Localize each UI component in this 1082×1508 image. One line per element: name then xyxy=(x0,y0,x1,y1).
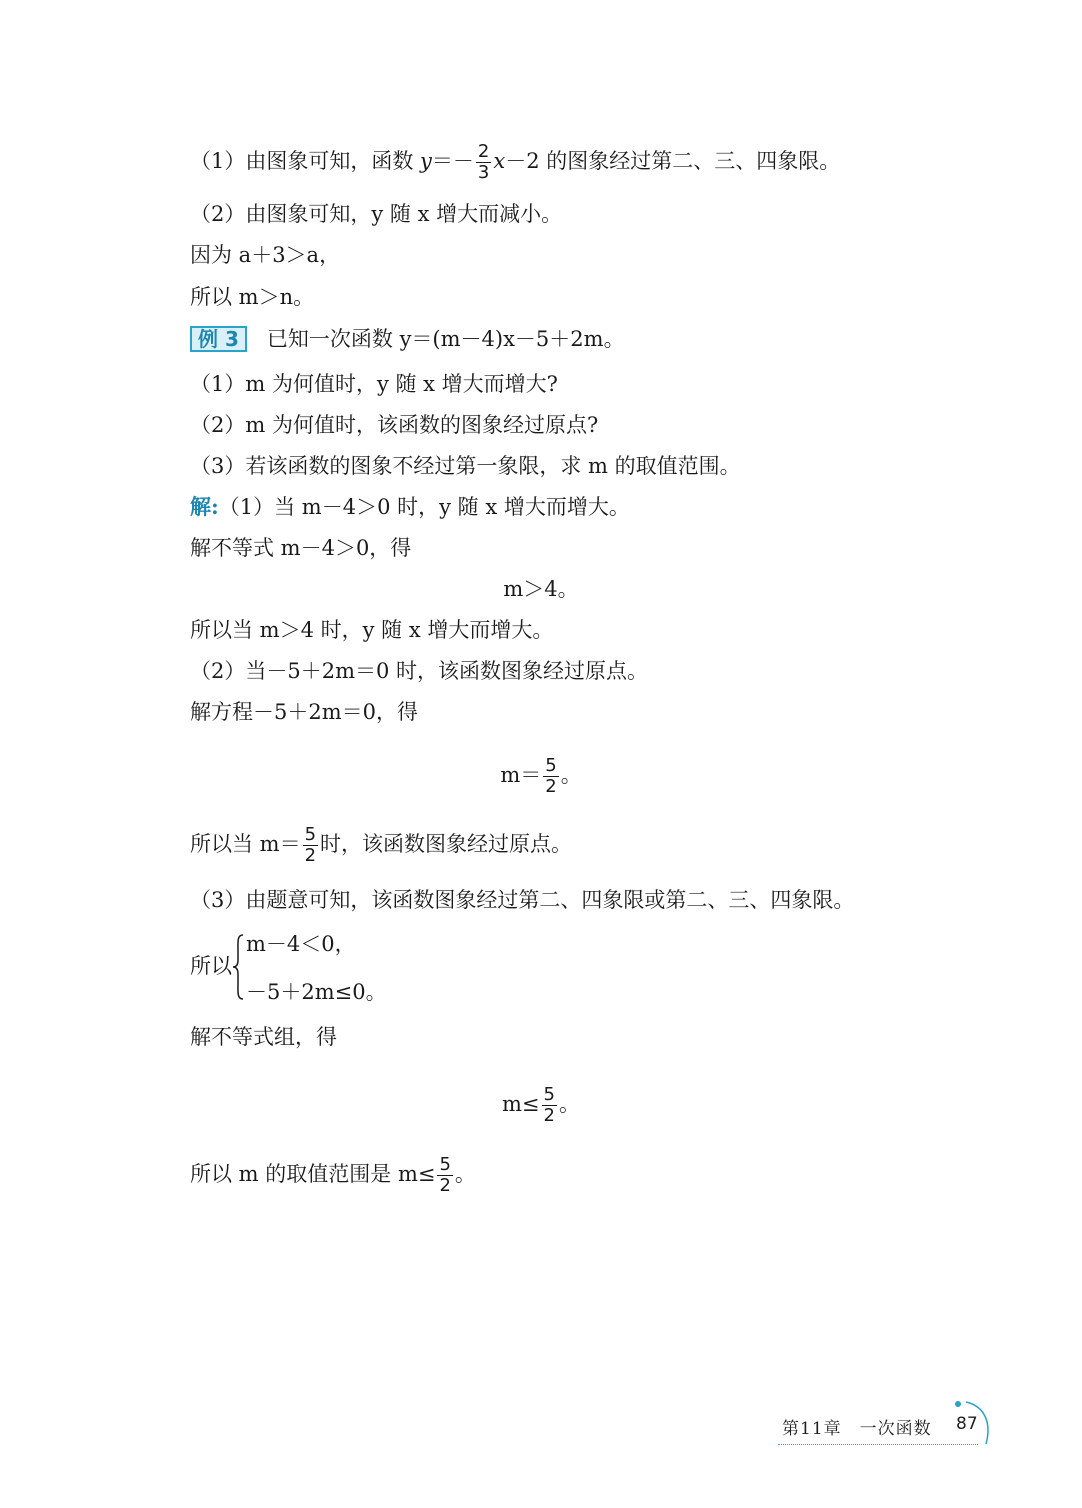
solution-4: 所以当 m＞4 时，y 随 x 增大而增大。 xyxy=(190,618,554,642)
solution-1 xyxy=(190,493,630,521)
system-row-2: －5＋2m≤0。 xyxy=(246,980,387,1004)
solution-10: 解不等式组，得 xyxy=(190,1025,337,1049)
line-1-pre: （1）由图象可知，函数 xyxy=(190,149,421,173)
fraction-numerator: 5 xyxy=(304,824,317,845)
s12-pre: 所以 m 的取值范围是 m≤ xyxy=(190,1162,436,1186)
fraction-denominator: 2 xyxy=(545,776,557,797)
example-text: 已知一次函数 y＝(m－4)x－5＋2m。 xyxy=(266,327,625,351)
system-label: 所以 xyxy=(190,954,232,978)
fraction-numerator: 5 xyxy=(545,755,557,776)
solution-1-text: （1）当 m－4＞0 时，y 随 x 增大而增大。 xyxy=(218,495,630,519)
solution-7-centered xyxy=(0,756,1082,797)
var-y: y xyxy=(420,149,432,173)
line-1-eq: ＝－ xyxy=(431,149,474,173)
fraction-numerator: 5 xyxy=(543,1084,555,1105)
line-1-post: －2 的图象经过第二、三、四象限。 xyxy=(505,149,841,173)
footer-divider xyxy=(778,1444,978,1445)
solution-3-centered: m＞4。 xyxy=(503,577,579,601)
fraction-5-2 xyxy=(542,1085,557,1126)
s8-pre: 所以当 m＝ xyxy=(190,832,301,856)
fraction-5-2 xyxy=(437,1155,452,1196)
s7-pre: m＝ xyxy=(500,763,542,787)
s11-post: 。 xyxy=(558,1092,580,1116)
solution-2: 解不等式 m－4＞0，得 xyxy=(190,536,412,560)
line-1 xyxy=(190,142,840,183)
fraction-denominator: 3 xyxy=(477,162,490,183)
example-badge: 例 3 xyxy=(190,326,247,352)
fraction-numerator: 2 xyxy=(477,141,490,162)
solution-9: （3）由题意可知，该函数图象经过第二、四象限或第二、三、四象限。 xyxy=(190,888,855,912)
var-x: x xyxy=(493,149,506,173)
fraction-5-2 xyxy=(543,756,558,797)
footer-chapter-title: 第11章 一次函数 xyxy=(782,1419,932,1439)
brace-icon xyxy=(232,934,244,1000)
solution-8 xyxy=(190,825,572,866)
solution-label: 解: xyxy=(190,494,219,519)
solution-6: 解方程－5＋2m＝0，得 xyxy=(190,700,418,724)
fraction-denominator: 2 xyxy=(304,845,317,866)
s11-pre: m≤ xyxy=(502,1092,540,1116)
question-3: （3）若该函数的图象不经过第一象限，求 m 的取值范围。 xyxy=(190,454,741,478)
fraction-denominator: 2 xyxy=(439,1175,451,1196)
line-3: 因为 a＋3＞a， xyxy=(190,243,341,267)
line-4: 所以 m＞n。 xyxy=(190,285,315,309)
solution-12 xyxy=(190,1155,476,1196)
page-number: 87 xyxy=(956,1414,978,1434)
s8-post: 时，该函数图象经过原点。 xyxy=(320,832,573,856)
s7-post: 。 xyxy=(560,763,582,787)
solution-5: （2）当－5＋2m＝0 时，该函数图象经过原点。 xyxy=(190,659,649,683)
fraction-denominator: 2 xyxy=(543,1105,555,1126)
fraction-5-2 xyxy=(303,825,318,866)
fraction-numerator: 5 xyxy=(439,1154,451,1175)
question-1: （1）m 为何值时，y 随 x 增大而增大? xyxy=(190,372,558,396)
system-row-1: m－4＜0， xyxy=(246,932,356,956)
question-2: （2）m 为何值时，该函数的图象经过原点? xyxy=(190,413,599,437)
solution-11-centered xyxy=(0,1085,1082,1126)
example-3-heading xyxy=(190,325,625,353)
s12-post: 。 xyxy=(454,1162,476,1186)
line-2: （2）由图象可知，y 随 x 增大而减小。 xyxy=(190,202,563,226)
fraction-2-3 xyxy=(476,142,491,183)
page-corner-arc-icon xyxy=(950,1398,996,1450)
